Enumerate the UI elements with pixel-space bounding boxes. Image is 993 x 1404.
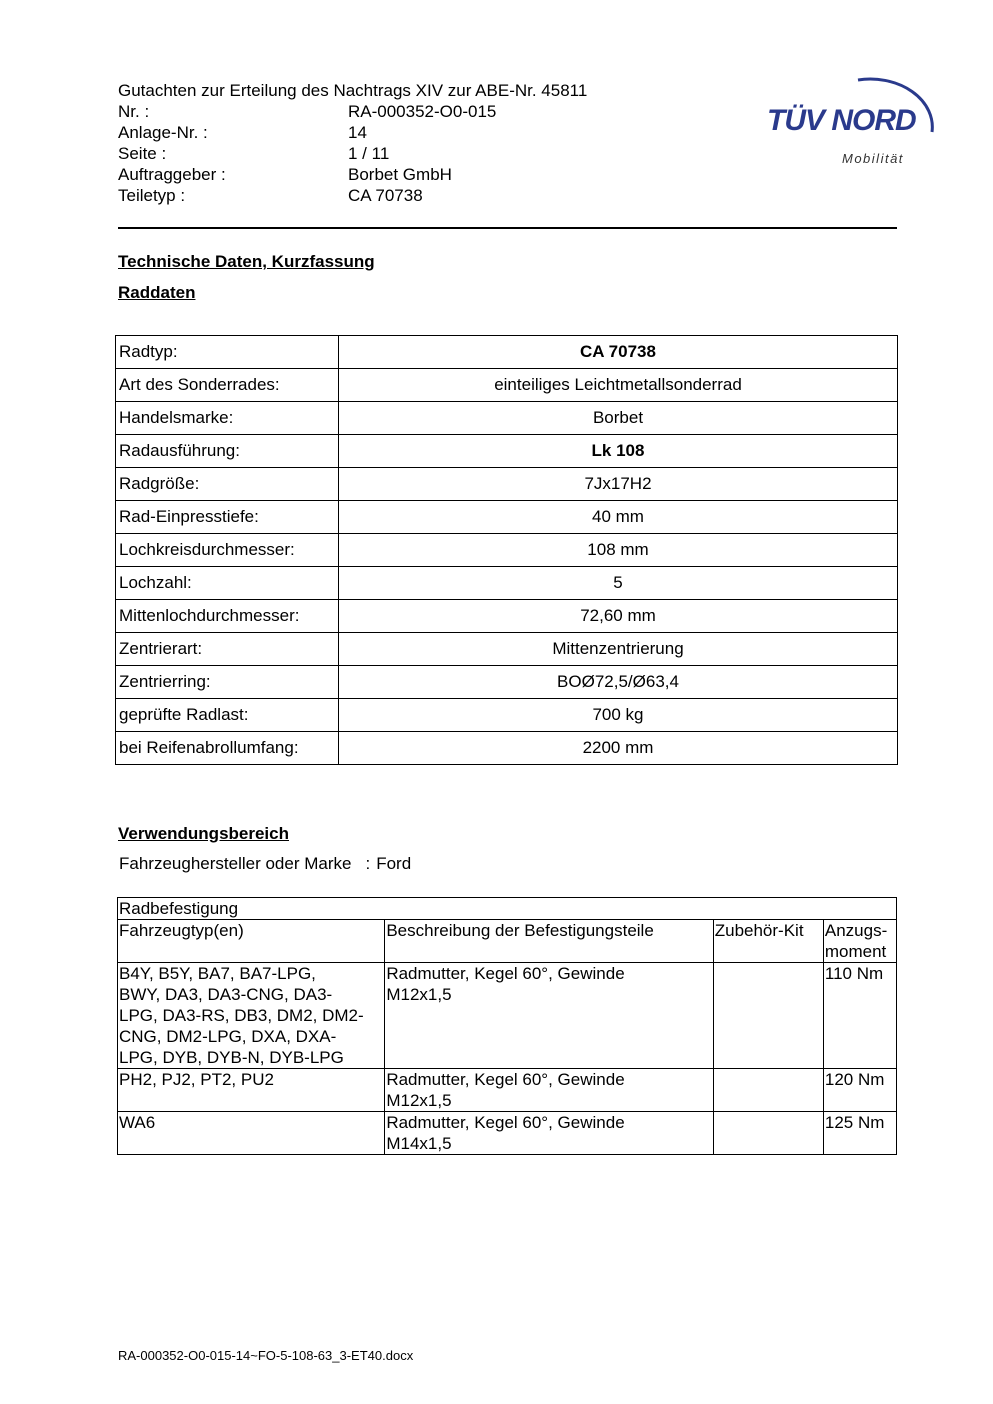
row-label: Handelsmarke: bbox=[116, 402, 339, 435]
mounting-caption-row bbox=[118, 898, 897, 920]
mounting-caption: Radbefestigung bbox=[118, 898, 897, 920]
header-label: Seite : bbox=[118, 144, 167, 163]
mounting-cell bbox=[713, 963, 823, 1069]
table-row bbox=[116, 666, 898, 699]
table-row bbox=[116, 402, 898, 435]
row-value: 2200 mm bbox=[339, 732, 898, 765]
manufacturer-value: Ford bbox=[376, 854, 412, 873]
logo-brand: TÜV NORD bbox=[767, 104, 916, 137]
mounting-table bbox=[117, 897, 897, 1155]
row-value: BOØ72,5/Ø63,4 bbox=[339, 666, 898, 699]
logo-subtitle: Mobilität bbox=[842, 151, 904, 166]
row-value: 40 mm bbox=[339, 501, 898, 534]
manufacturer-separator: : bbox=[365, 854, 371, 873]
header-row-nr bbox=[118, 101, 587, 122]
table-row bbox=[116, 732, 898, 765]
table-row bbox=[116, 336, 898, 369]
column-header: Beschreibung der Befestigungsteile bbox=[385, 920, 713, 963]
header-value: Borbet GmbH bbox=[348, 165, 452, 184]
table-row bbox=[116, 501, 898, 534]
row-value: 700 kg bbox=[339, 699, 898, 732]
document-header bbox=[118, 80, 587, 206]
mounting-cell: 125 Nm bbox=[823, 1112, 896, 1155]
row-label: Zentrierart: bbox=[116, 633, 339, 666]
header-label: Auftraggeber : bbox=[118, 165, 226, 184]
mounting-cell: 110 Nm bbox=[823, 963, 896, 1069]
row-label: Lochkreisdurchmesser: bbox=[116, 534, 339, 567]
header-row-teiletyp bbox=[118, 185, 587, 206]
header-divider bbox=[118, 227, 897, 229]
mounting-header-row bbox=[118, 920, 897, 963]
mounting-row bbox=[118, 1112, 897, 1155]
header-row-auftraggeber bbox=[118, 164, 587, 185]
mounting-cell bbox=[713, 1112, 823, 1155]
mounting-row bbox=[118, 963, 897, 1069]
table-row bbox=[116, 369, 898, 402]
manufacturer-line bbox=[119, 854, 411, 874]
mounting-cell: WA6 bbox=[118, 1112, 385, 1155]
row-label: Lochzahl: bbox=[116, 567, 339, 600]
header-value: 1 / 11 bbox=[348, 144, 390, 163]
mounting-cell: 120 Nm bbox=[823, 1069, 896, 1112]
mounting-cell: Radmutter, Kegel 60°, Gewinde M12x1,5 bbox=[385, 963, 713, 1069]
mounting-cell: Radmutter, Kegel 60°, Gewinde M14x1,5 bbox=[385, 1112, 713, 1155]
header-label: Teiletyp : bbox=[118, 186, 186, 205]
table-row bbox=[116, 633, 898, 666]
document-title: Gutachten zur Erteilung des Nachtrags XIV zur ABE-Nr. 45811 bbox=[118, 81, 588, 100]
section-heading-verwendungsbereich: Verwendungsbereich bbox=[118, 824, 289, 843]
row-label: Radtyp: bbox=[116, 336, 339, 369]
header-label: Nr. : bbox=[118, 102, 150, 121]
row-label: bei Reifenabrollumfang: bbox=[116, 732, 339, 765]
row-value: CA 70738 bbox=[339, 336, 898, 369]
section-heading-technische-daten: Technische Daten, Kurzfassung bbox=[118, 252, 375, 271]
row-label: Radausführung: bbox=[116, 435, 339, 468]
section-heading-raddaten: Raddaten bbox=[118, 283, 196, 302]
tuv-nord-logo bbox=[760, 58, 940, 173]
header-value: 14 bbox=[348, 123, 367, 142]
row-label: Mittenlochdurchmesser: bbox=[116, 600, 339, 633]
column-header: Zubehör-Kit bbox=[713, 920, 823, 963]
column-header: Fahrzeugtyp(en) bbox=[118, 920, 385, 963]
table-row bbox=[116, 534, 898, 567]
row-label: Zentrierring: bbox=[116, 666, 339, 699]
header-row-seite bbox=[118, 143, 587, 164]
column-header: Anzugs- moment bbox=[823, 920, 896, 963]
row-value: Lk 108 bbox=[339, 435, 898, 468]
footer-filename: RA-000352-O0-015-14~FO-5-108-63_3-ET40.docx bbox=[118, 1348, 414, 1363]
table-row bbox=[116, 435, 898, 468]
manufacturer-label: Fahrzeughersteller oder Marke bbox=[119, 854, 352, 873]
row-label: Art des Sonderrades: bbox=[116, 369, 339, 402]
header-value: CA 70738 bbox=[348, 186, 423, 205]
table-row bbox=[116, 468, 898, 501]
mounting-cell: PH2, PJ2, PT2, PU2 bbox=[118, 1069, 385, 1112]
mounting-row bbox=[118, 1069, 897, 1112]
row-value: 5 bbox=[339, 567, 898, 600]
row-value: 72,60 mm bbox=[339, 600, 898, 633]
row-value: 7Jx17H2 bbox=[339, 468, 898, 501]
header-row-anlage bbox=[118, 122, 587, 143]
header-label: Anlage-Nr. : bbox=[118, 123, 208, 142]
mounting-cell: Radmutter, Kegel 60°, Gewinde M12x1,5 bbox=[385, 1069, 713, 1112]
table-row bbox=[116, 699, 898, 732]
mounting-cell: B4Y, B5Y, BA7, BA7-LPG, BWY, DA3, DA3-CNG, DA3- LPG, DA3-RS, DB3, DM2, DM2- CNG, DM2-LPG, DXA, DXA- LPG, DYB, DYB-N, DYB-LPG bbox=[118, 963, 385, 1069]
row-label: Rad-Einpresstiefe: bbox=[116, 501, 339, 534]
wheel-data-table bbox=[115, 335, 898, 765]
row-value: einteiliges Leichtmetallsonderrad bbox=[339, 369, 898, 402]
table-row bbox=[116, 567, 898, 600]
table-row bbox=[116, 600, 898, 633]
row-label: Radgröße: bbox=[116, 468, 339, 501]
row-label: geprüfte Radlast: bbox=[116, 699, 339, 732]
row-value: Borbet bbox=[339, 402, 898, 435]
row-value: Mittenzentrierung bbox=[339, 633, 898, 666]
header-value: RA-000352-O0-015 bbox=[348, 102, 497, 121]
row-value: 108 mm bbox=[339, 534, 898, 567]
mounting-cell bbox=[713, 1069, 823, 1112]
